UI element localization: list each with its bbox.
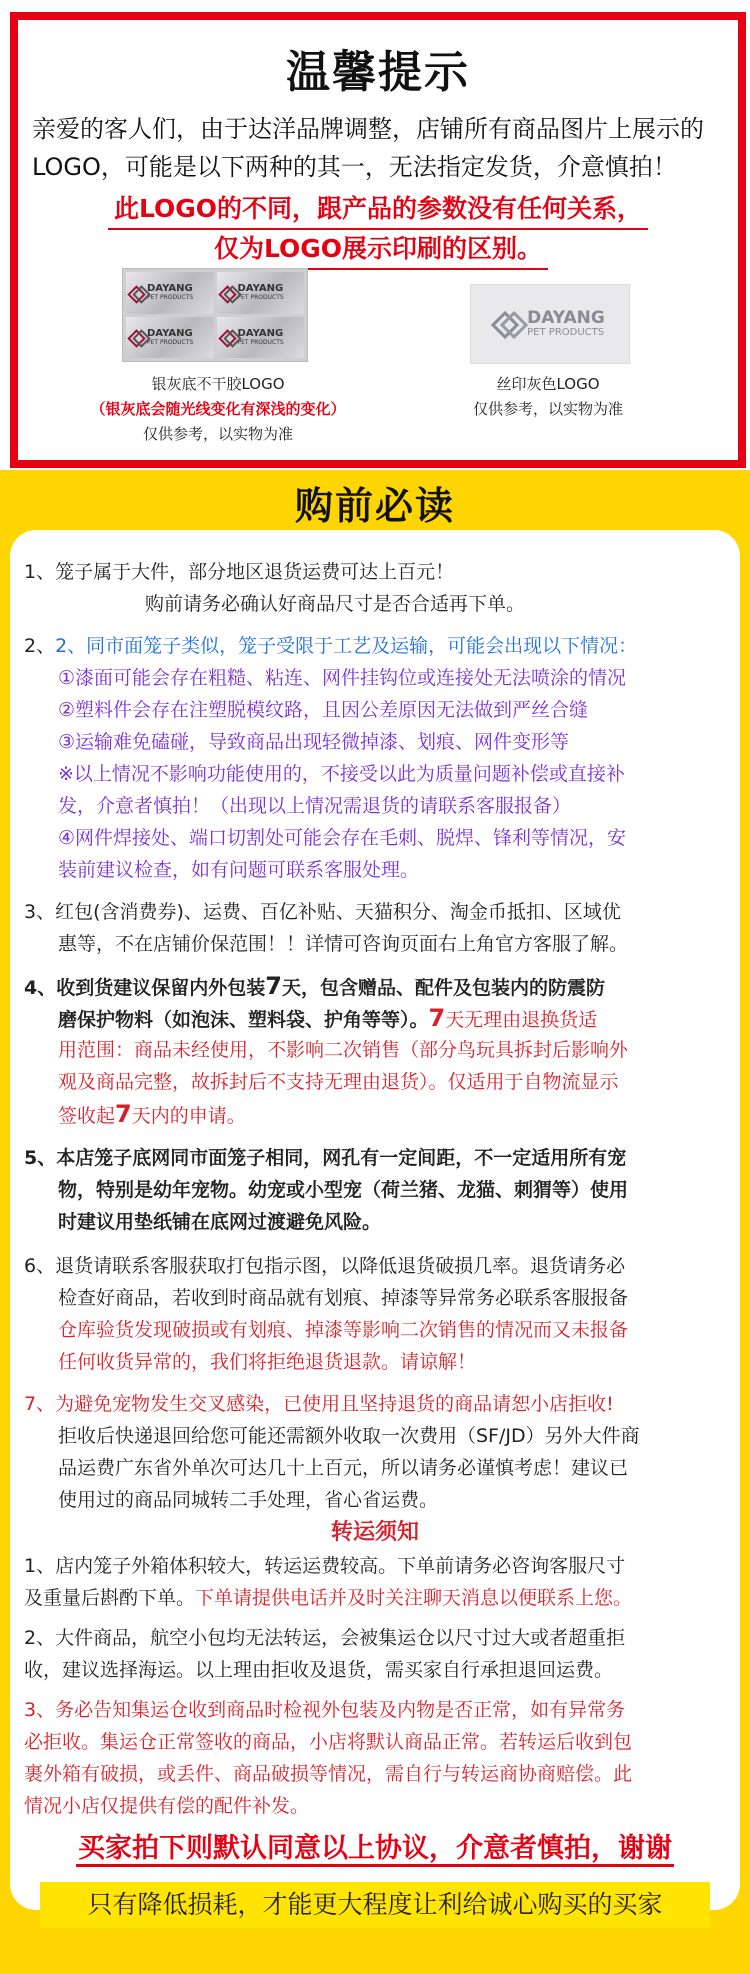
transfer-1-red-text: 下单请提供电话并及时关注聊天消息以便联系上您。 [195,1587,633,1609]
item-2-line-7: 装前建议检查，如有问题可联系客服处理。 [58,859,420,881]
logo-sub-text: PET PRODUCTS [237,338,284,346]
item-7-line-2: 拒收后快递退回给您可能还需额外收取一次费用（SF/JD）另外大件商 [58,1425,640,1447]
transfer-3-line-3: 裹外箱有破损，或丢件、商品破损等情况，需自行与转运商协商赔偿。此 [24,1763,633,1785]
left-logo-caption [58,372,378,447]
transfer-3-line-2: 必拒收。集运仓正常签收的商品，小店将默认商品正常。若转运后收到包 [24,1731,633,1753]
item-2-line-5: 发，介意者慎拍！（出现以上情况需退货的请联系客服报备） [58,795,572,817]
logo-sub-text: PET PRODUCTS [237,294,284,302]
item-5-line-2: 物，特别是幼年宠物。幼宠或小型宠（荷兰猪、龙猫、刺猬等）使用 [58,1179,629,1201]
item-4-days: 7 [115,1100,132,1128]
item-4-line-1 [24,970,605,1004]
transfer-1-line-2 [24,1582,632,1614]
silver-sticker-logo-image [122,268,308,362]
left-caption-disclaimer: 仅供参考，以实物为准 [142,425,293,443]
item-1-line-2: 购前请务必确认好商品尺寸是否合适再下单。 [145,593,526,615]
logo-brand-text: DAYANG [147,327,193,339]
item-5-line-1: 5、本店笼子底网同市面笼子相同，网孔有一定间距，不一定适用所有宠 [24,1147,627,1169]
item-4-days: 7 [428,1004,446,1032]
logo-sub-text: PET PRODUCTS [147,294,194,302]
logo-chip [126,272,214,314]
notice-body: 亲爱的客人们，由于达洋品牌调整，店铺所有商品图片上展示的LOGO，可能是以下两种的其一，无法指定发货，介意慎拍！ [32,115,704,181]
logo-brand-text: DAYANG [237,283,284,295]
transfer-2-line-2: 收，建议选择海运。以上理由拒收及退货，需买家自行承担退回运费。 [24,1659,614,1681]
dayang-logo-icon [221,330,235,344]
item-6-line-3: 仓库验货发现破损或有划痕、掉漆等影响二次销售的情况而又未报备 [58,1319,629,1341]
item-3-line-1: 3、红包(含消费券)、运费、百亿补贴、天猫积分、淘金币抵扣、区域优 [24,901,621,923]
item-1-line-1: 1、笼子属于大件，部分地区退货运费可达上百元！ [24,561,455,583]
transfer-1-text: 及重量后斟酌下单。 [24,1587,196,1609]
item-2-line-4: ※以上情况不影响功能使用的，不接受以此为质量问题补偿或直接补 [58,763,625,785]
logo-sub-text: PET PRODUCTS [147,338,194,346]
transfer-3-line-4: 情况小店仅提供有偿的配件补发。 [24,1795,310,1817]
item-4-days: 7 [265,972,282,1000]
footer-banner: 只有降低损耗，才能更大程度让利给诚心购买的买家 [40,1882,710,1928]
transfer-2-line-1: 2、大件商品，航空小包均无法转运，会被集运仓以尺寸过大或者超重拒 [24,1627,626,1649]
dayang-logo-icon [130,286,144,300]
logo-chip [217,272,305,314]
item-4-text: 天，包含赠品、配件及包装内的防震防 [281,977,605,999]
item-6-line-1: 6、退货请联系客服获取打包指示图，以降低退货破损几率。退货请务必 [24,1255,626,1277]
item-2-line-2: ②塑料件会存在注塑脱模纹路，且因公差原因无法做到严丝合缝 [58,699,589,721]
item-7-line-4: 使用过的商品同城转二手处理，省心省运费。 [58,1489,439,1511]
notice-red-line-1: 此LOGO的不同，跟产品的参数没有任何关系， [108,190,648,230]
right-logo-caption [418,372,678,422]
item-4-line-2 [58,1002,597,1036]
logo-brand-text: DAYANG [237,327,284,339]
logo-brand-text: DAYANG [527,308,605,328]
item-7-line-3: 品运费广东省外单次可达几十上百元，所以请务必谨慎考虑！建议已 [58,1457,629,1479]
item-5-line-3: 时建议用垫纸铺在底网过渡避免风险。 [58,1211,382,1233]
item-2-line-6: ④网件焊接处、端口切割处可能会存在毛刺、脱焊、锋利等情况，安 [58,827,627,849]
item-7-line-1: 7、为避免宠物发生交叉感染，已使用且坚持退货的商品请恕小店拒收! [24,1393,614,1415]
item-4-line-4: 观及商品完整，故拆封后不支持无理由退货）。仅适用于自物流显示 [58,1071,619,1093]
item-6-line-4: 任何收货异常的，我们将拒绝退货退款。请谅解！ [58,1351,477,1373]
notice-title: 温馨提示 [286,47,470,98]
item-3-line-2: 惠等，不在店铺价保范围！！详情可咨询页面右上角官方客服了解。 [58,933,629,955]
item-4-text: 天无理由退换货适 [445,1009,598,1031]
transfer-3-line-1: 3、务必告知集运仓收到商品时检视外包装及内物是否正常，如有异常务 [24,1699,626,1721]
closing-statement [0,1826,750,1865]
purchase-section-title: 购前必读 [294,484,455,528]
logo-chip [217,317,305,359]
dayang-logo-icon [221,286,235,300]
item-2-heading: 2、2、同市面笼子类似，笼子受限于工艺及运输，可能会出现以下情况： [24,635,638,657]
item-2-line-3: ③运输难免磕碰，导致商品出现轻微掉漆、划痕、网件变形等 [58,731,570,753]
notice-red-text [18,190,738,270]
item-2-line-1: ①漆面可能会存在粗糙、粘连、网件挂钩位或连接处无法喷涂的情况 [58,667,627,689]
dayang-logo-icon [130,330,144,344]
right-caption-disclaimer: 仅供参考，以实物为准 [472,400,623,418]
transfer-1-line-1: 1、店内笼子外箱体积较大，转运运费较高。下单前请务必咨询客服尺寸 [24,1555,626,1577]
item-2-heading-text: 2、同市面笼子类似，笼子受限于工艺及运输，可能会出现以下情况： [55,635,638,657]
notice-box [10,12,746,468]
transfer-title: 转运须知 [330,1520,419,1545]
logo-brand-text: DAYANG [147,283,193,295]
item-4-text: 签收起 [58,1105,116,1127]
logo-chip [126,317,214,359]
item-4-line-5 [58,1098,246,1132]
logo-sub-text: PET PRODUCTS [527,327,605,338]
item-4-line-3: 用范围：商品未经使用，不影响二次销售（部分鸟玩具拆封后影响外 [58,1039,629,1061]
gray-print-logo-image [470,284,630,364]
item-6-line-2: 检查好商品，若收到时商品就有划痕、掉漆等异常务必联系客服报备 [58,1287,629,1309]
dayang-logo-icon [495,311,521,337]
item-4-text: 天内的申请。 [131,1105,246,1127]
right-caption-title: 丝印灰色LOGO [496,375,600,393]
item-4-text: 4、收到货建议保留内外包装 [24,977,266,999]
closing-text: 买家拍下则默认同意以上协议，介意者慎拍，谢谢 [76,1833,674,1867]
item-4-text: 磨保护物料（如泡沫、塑料袋、护角等等）。 [58,1009,429,1031]
left-caption-note: （银灰底会随光线变化有深浅的变化） [90,400,346,418]
notice-red-line-2: 仅为LOGO展示印刷的区别。 [208,230,548,270]
left-caption-title: 银灰底不干胶LOGO [151,375,285,393]
